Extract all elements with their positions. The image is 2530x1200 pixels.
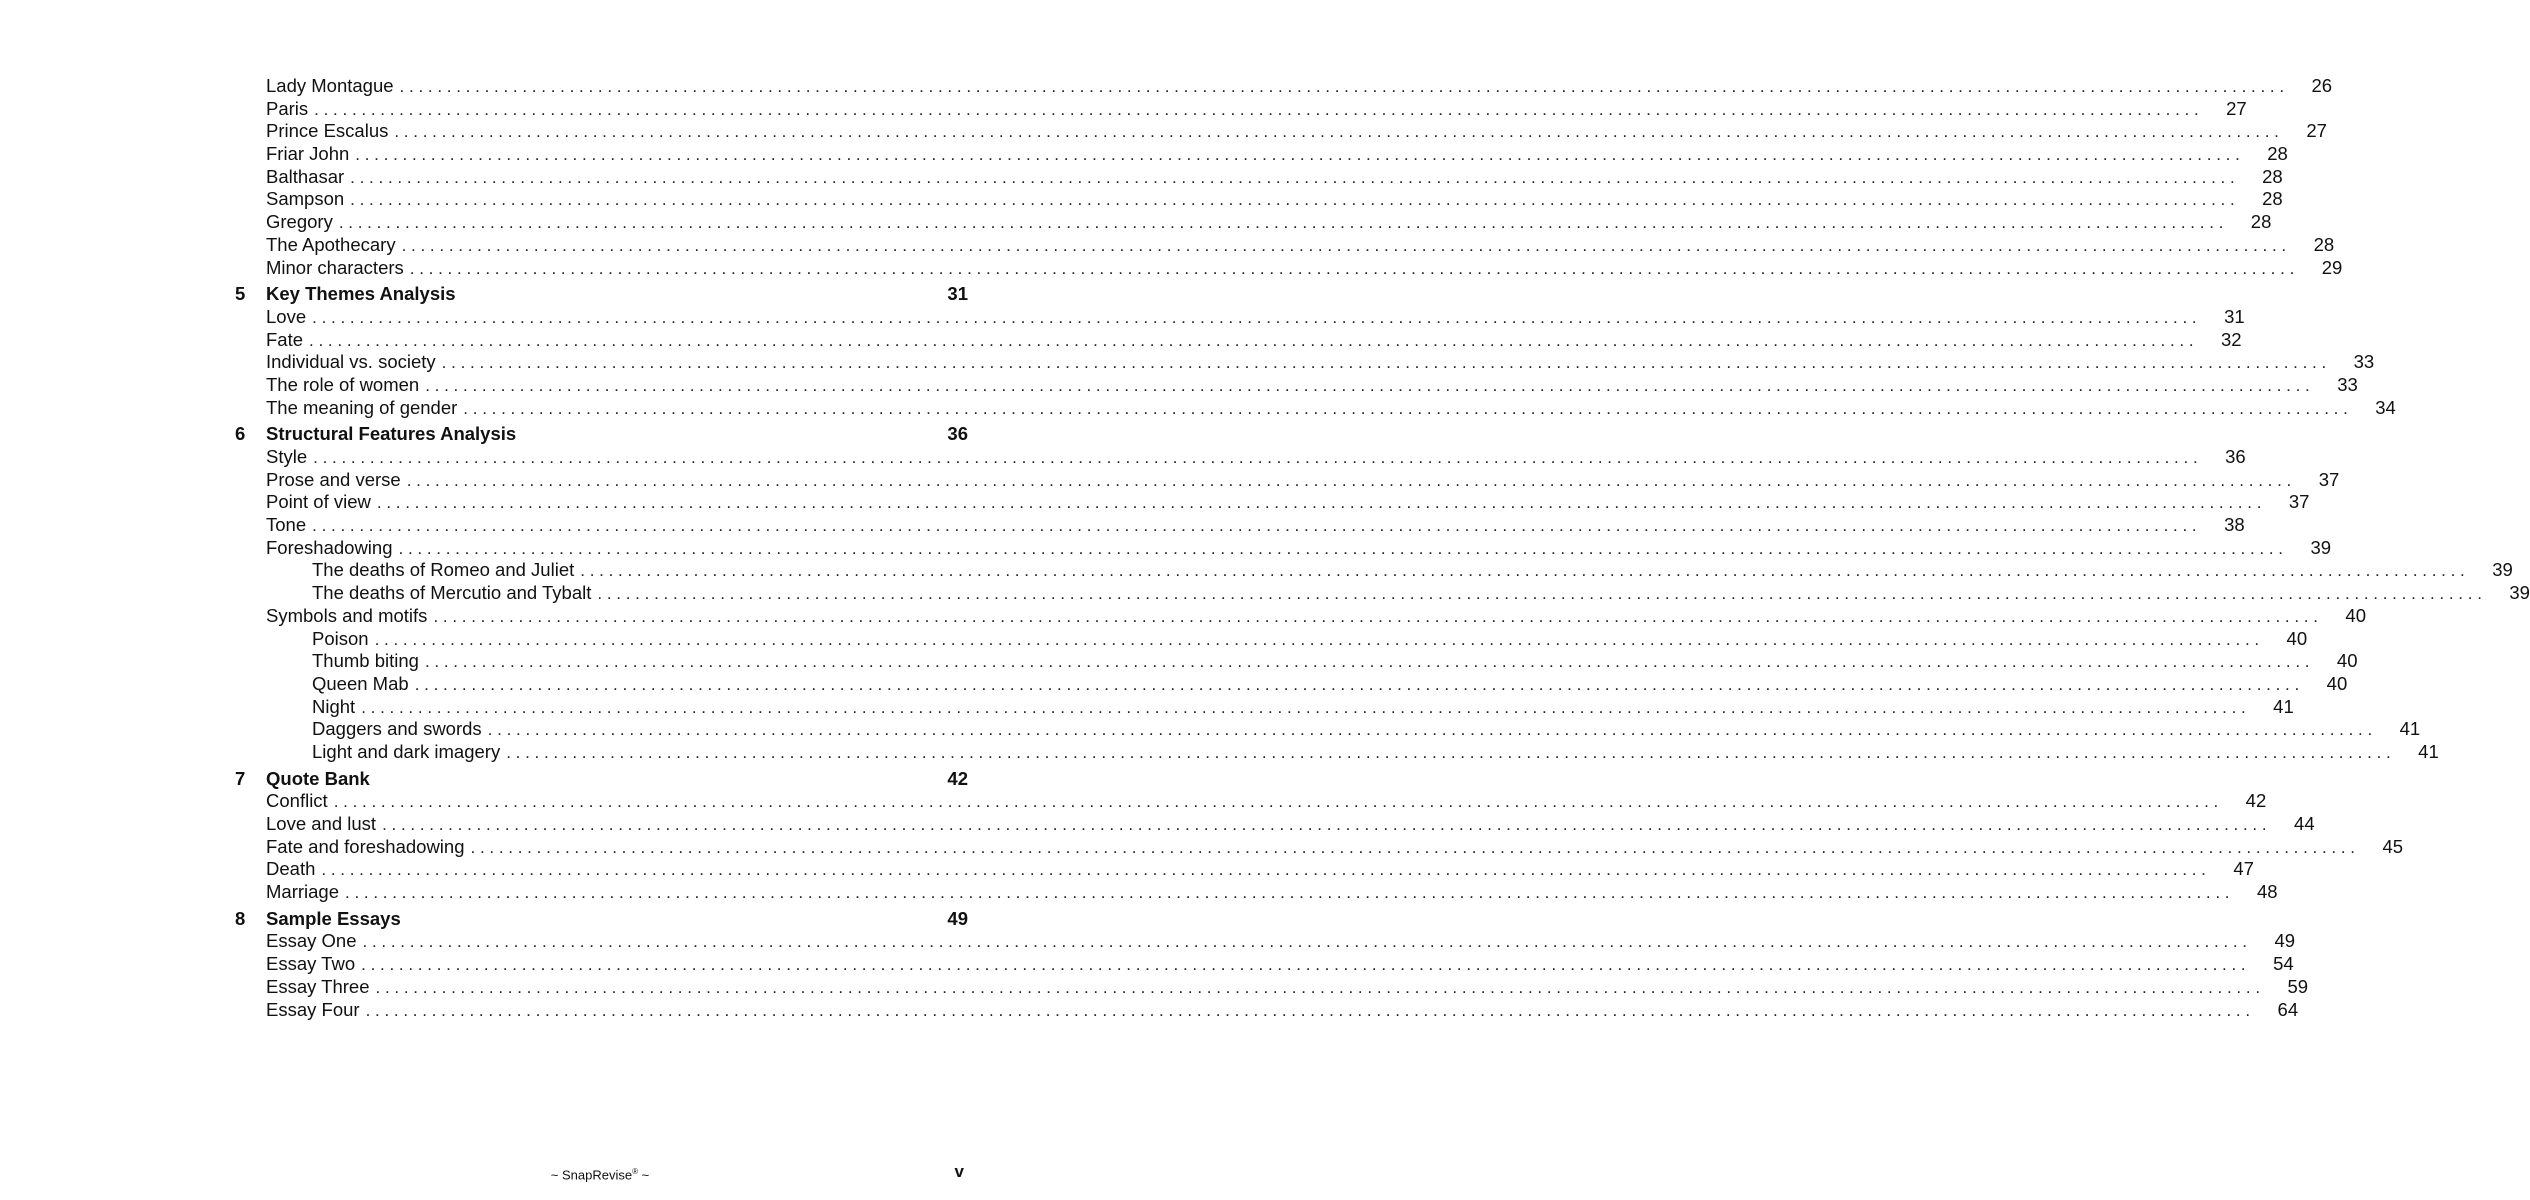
footer-brand [0, 1160, 1200, 1187]
dot-leader: . . . . . . . . . . . . . . . . . . . . . . . . . . . . . . . . . . . . . . . . . . . . . . . . . . . . . . . . . . . . . . . . . . . . . . . . . . . . . . . . . . . . . . . . . . . . . . . . . . . . . . . . . . . . . . . . . . . . . . . . . . . . . . . . . . . . . . . . . . . . . . . . . . . . . . . . . . . . . . . . . . . . . . . . . . . . . . . . . . . . . . . . . . . . . . . . . . . . . . . . [506, 742, 2391, 762]
entry-title: Conflict [266, 790, 328, 812]
dot-leader: . . . . . . . . . . . . . . . . . . . . . . . . . . . . . . . . . . . . . . . . . . . . . . . . . . . . . . . . . . . . . . . . . . . . . . . . . . . . . . . . . . . . . . . . . . . . . . . . . . . . . . . . . . . . . . . . . . . . . . . . . . . . . . . . . . . . . . . . . . . . . . . . . . . . . . . . . . . . . . . . . . . . . . . . . . . . . . . . . . . . . . . . . . . . . . . . . . . . . . . . [362, 932, 2248, 952]
dot-leader: . . . . . . . . . . . . . . . . . . . . . . . . . . . . . . . . . . . . . . . . . . . . . . . . . . . . . . . . . . . . . . . . . . . . . . . . . . . . . . . . . . . . . . . . . . . . . . . . . . . . . . . . . . . . . . . . . . . . . . . . . . . . . . . . . . . . . . . . . . . . . . . . . . . . . . . . . . . . . . . . . . . . . . . . . . . . . . . . . . . . . . . . . . . . . . . . . . . . . . . . [314, 99, 2199, 119]
page-ref: 48 [2256, 881, 2278, 903]
toc-section-row [228, 881, 2278, 904]
toc-subsection-row [228, 740, 2439, 764]
entry-title: Love and lust [266, 813, 377, 834]
entry-title: The role of women [266, 373, 420, 395]
entry-title: Essay Four [266, 998, 360, 1020]
entry-title: Minor characters [266, 256, 404, 278]
dot-leader: . . . . . . . . . . . . . . . . . . . . . . . . . . . . . . . . . . . . . . . . . . . . . . . . . . . . . . . . . . . . . . . . . . . . . . . . . . . . . . . . . . . . . . . . . . . . . . . . . . . . . . . . . . . . . . . . . . . . . . . . . . . . . . . . . . . . . . . . . . . . . . . . . . . . . . . . . . . . . . . . . . . . . . . . . . . . . . . . . . . . . . . . . . . . . . . . . . . . . . . . [312, 307, 2197, 327]
page-ref: 41 [2273, 695, 2294, 717]
page-footer [0, 1160, 1200, 1184]
page-ref: 42 [2245, 790, 2267, 812]
page-ref: 39 [2310, 536, 2332, 558]
page-ref: 40 [2326, 672, 2348, 694]
dot-leader: . . . . . . . . . . . . . . . . . . . . . . . . . . . . . . . . . . . . . . . . . . . . . . . . . . . . . . . . . . . . . . . . . . . . . . . . . . . . . . . . . . . . . . . . . . . . . . . . . . . . . . . . . . . . . . . . . . . . . . . . . . . . . . . . . . . . . . . . . . . . . . . . . . . . . . . . . . . . . . . . . . . . . . . . . . . . . . . . . . . . . . . . . . . . . . . . . . . . . . . . [441, 353, 2327, 373]
dot-leader: . . . . . . . . . . . . . . . . . . . . . . . . . . . . . . . . . . . . . . . . . . . . . . . . . . . . . . . . . . . . . . . . . . . . . . . . . . . . . . . . . . . . . . . . . . . . . . . . . . . . . . . . . . . . . . . . . . . . . . . . . . . . . . . . . . . . . . . . . . . . . . . . . . . . . . . . . . . . . . . . . . . . . . . . . . . . . . . . . . . . . . . . . . . . . . . . . . . . . . . . [399, 77, 2285, 96]
dot-leader: . . . . . . . . . . . . . . . . . . . . . . . . . . . . . . . . . . . . . . . . . . . . . . . . . . . . . . . . . . . . . . . . . . . . . . . . . . . . . . . . . . . . . . . . . . . . . . . . . . . . . . . . . . . . . . . . . . . . . . . . . . . . . . . . . . . . . . . . . . . . . . . . . . . . . . . . . . . . . . . . . . . . . . . . . . . . . . . . . . . . . . . . . . . . . . . . . . . . . . . . [361, 697, 2246, 717]
toc-chapter-row [228, 768, 968, 791]
dot-leader: . . . . . . . . . . . . . . . . . . . . . . . . . . . . . . . . . . . . . . . . . . . . . . . . . . . . . . . . . . . . . . . . . . . . . . . . . . . . . . . . . . . . . . . . . . . . . . . . . . . . . . . . . . . . . . . . . . . . . . . . . . . . . . . . . . . . . . . . . . . . . . . . . . . . . . . . . . . . . . . . . . . . . . . . . . . . . . . . . . . . . . . . . . . . . . . . . . . . . . . . [424, 652, 2310, 672]
page-ref: 28 [2262, 165, 2283, 187]
page-ref: 44 [2294, 813, 2315, 834]
entry-title: Daggers and swords [312, 718, 482, 740]
page-ref: 49 [947, 907, 968, 929]
entry-title: Tone [266, 514, 307, 536]
page-ref: 29 [2321, 256, 2343, 278]
dot-leader: . . . . . . . . . . . . . . . . . . . . . . . . . . . . . . . . . . . . . . . . . . . . . . . . . . . . . . . . . . . . . . . . . . . . . . . . . . . . . . . . . . . . . . . . . . . . . . . . . . . . . . . . . . . . . . . . . . . . . . . . . . . . . . . . . . . . . . . . . . . . . . . . . . . . . . . . . . . . . . . . . . . . . . . . . . . . . . . . . . . . . . . . . . . . . . . . . . . . . . . . [414, 674, 2300, 694]
entry-title: Gregory [266, 211, 333, 233]
dot-leader: . . . . . . . . . . . . . . . . . . . . . . . . . . . . . . . . . . . . . . . . . . . . . . . . . . . . . . . . . . . . . . . . . . . . . . . . . . . . . . . . . . . . . . . . . . . . . . . . . . . . . . . . . . . . . . . . . . . . . . . . . . . . . . . . . . . . . . . . . . . . . . . . . . . . . . . . . . . . . . . . . . . . . . . . . . . . . . . . . . . . . . . . . . . . . . . . . . . . . . . . [312, 516, 2197, 536]
table-of-contents [228, 75, 2530, 1021]
entry-title: Essay Three [266, 975, 370, 997]
page-ref: 37 [2318, 468, 2340, 490]
page-ref: 39 [2492, 559, 2513, 581]
toc-section-row [228, 256, 2343, 280]
dot-leader: . . . . . . . . . . . . . . . . . . . . . . . . . . . . . . . . . . . . . . . . . . . . . . . . . . . . . . . . . . . . . . . . . . . . . . . . . . . . . . . . . . . . . . . . . . . . . . . . . . . . . . . . . . . . . . . . . . . . . . . . . . . . . . . . . . . . . . . . . . . . . . . . . . . . . . . . . . . . . . . . . . . . . . . . . . . . . . . . . . . . . . . . . . . . . . . . . . . . . . . . [355, 145, 2240, 165]
entry-title: Sampson [266, 188, 345, 210]
page-ref: 33 [2337, 373, 2358, 395]
entry-title: Love [266, 305, 307, 327]
toc-section-row [228, 211, 2272, 234]
entry-title: Fate [266, 328, 304, 350]
page-ref: 27 [2306, 120, 2327, 142]
chapter-number: 8 [235, 907, 246, 929]
page-ref: 42 [947, 767, 968, 789]
toc-section-row [228, 491, 2310, 514]
page-ref: 34 [2375, 396, 2396, 418]
page-ref: 38 [2224, 514, 2245, 536]
dot-leader: . . . . . . . . . . . . . . . . . . . . . . . . . . . . . . . . . . . . . . . . . . . . . . . . . . . . . . . . . . . . . . . . . . . . . . . . . . . . . . . . . . . . . . . . . . . . . . . . . . . . . . . . . . . . . . . . . . . . . . . . . . . . . . . . . . . . . . . . . . . . . . . . . . . . . . . . . . . . . . . . . . . . . . . . . . . . . . . . . . . . . . . . . . . . . . . . . . . . . . . . [374, 629, 2260, 649]
toc-subsection-row [228, 718, 2421, 741]
entry-title: Night [312, 695, 356, 717]
dot-leader: . . . . . . . . . . . . . . . . . . . . . . . . . . . . . . . . . . . . . . . . . . . . . . . . . . . . . . . . . . . . . . . . . . . . . . . . . . . . . . . . . . . . . . . . . . . . . . . . . . . . . . . . . . . . . . . . . . . . . . . . . . . . . . . . . . . . . . . . . . . . . . . . . . . . . . . . . . . . . . . . . . . . . . . . . . . . . . . . . . . . . . . . . . . . . . . . . . . . . . . . [361, 955, 2246, 975]
entry-title: Prince Escalus [266, 120, 389, 142]
chapter-title: Quote Bank [266, 767, 370, 789]
dot-leader: . . . . . . . . . . . . . . . . . . . . . . . . . . . . . . . . . . . . . . . . . . . . . . . . . . . . . . . . . . . . . . . . . . . . . . . . . . . . . . . . . . . . . . . . . . . . . . . . . . . . . . . . . . . . . . . . . . . . . . . . . . . . . . . . . . . . . . . . . . . . . . . . . . . . . . . . . . . . . . . . . . . . . . . . . . . . . . . . . . . . . . . . . . . . . . . . . . . . . . . . [401, 235, 2287, 255]
dot-leader: . . . . . . . . . . . . . . . . . . . . . . . . . . . . . . . . . . . . . . . . . . . . . . . . . . . . . . . . . . . . . . . . . . . . . . . . . . . . . . . . . . . . . . . . . . . . . . . . . . . . . . . . . . . . . . . . . . . . . . . . . . . . . . . . . . . . . . . . . . . . . . . . . . . . . . . . . . . . . . . . . . . . . . . . . . . . . . . . . . . . . . . . . . . . . . . . . . . . . . . . [394, 122, 2279, 142]
page-ref: 47 [2233, 858, 2254, 880]
page-ref: 41 [2418, 740, 2439, 762]
page-ref: 32 [2221, 328, 2242, 350]
dot-leader: . . . . . . . . . . . . . . . . . . . . . . . . . . . . . . . . . . . . . . . . . . . . . . . . . . . . . . . . . . . . . . . . . . . . . . . . . . . . . . . . . . . . . . . . . . . . . . . . . . . . . . . . . . . . . . . . . . . . . . . . . . . . . . . . . . . . . . . . . . . . . . . . . . . . . . . . . . . . . . . . . . . . . . . . . . . . . . . . . . . . . . . . . . . . . . . . . . . . . . . . [406, 470, 2292, 490]
page-ref: 40 [2286, 627, 2308, 649]
page-ref: 31 [947, 283, 968, 305]
entry-title: Marriage [266, 881, 339, 903]
footer-brand-prefix: ~ SnapRevise [550, 1167, 633, 1183]
page-ref: 45 [2382, 835, 2404, 857]
entry-title: Queen Mab [312, 672, 409, 694]
entry-title: The deaths of Mercutio and Tybalt [312, 582, 592, 604]
page-ref: 40 [2345, 604, 2366, 626]
entry-title: Balthasar [266, 165, 345, 187]
entry-title: The meaning of gender [266, 396, 458, 418]
page-ref: 28 [2250, 211, 2272, 233]
dot-leader: . . . . . . . . . . . . . . . . . . . . . . . . . . . . . . . . . . . . . . . . . . . . . . . . . . . . . . . . . . . . . . . . . . . . . . . . . . . . . . . . . . . . . . . . . . . . . . . . . . . . . . . . . . . . . . . . . . . . . . . . . . . . . . . . . . . . . . . . . . . . . . . . . . . . . . . . . . . . . . . . . . . . . . . . . . . . . . . . . . . . . . . . . . . . . . . . . . . . . . . . [350, 190, 2235, 210]
dot-leader: . . . . . . . . . . . . . . . . . . . . . . . . . . . . . . . . . . . . . . . . . . . . . . . . . . . . . . . . . . . . . . . . . . . . . . . . . . . . . . . . . . . . . . . . . . . . . . . . . . . . . . . . . . . . . . . . . . . . . . . . . . . . . . . . . . . . . . . . . . . . . . . . . . . . . . . . . . . . . . . . . . . . . . . . . . . . . . . . . . . . . . . . . . . . . . . . . . . . . . . . [321, 860, 2206, 880]
entry-title: Lady Montague [266, 75, 394, 96]
toc-section-row [228, 75, 2333, 98]
footer-brand-suffix: ~ [638, 1167, 650, 1183]
toc-chapter-row [228, 908, 968, 931]
dot-leader: . . . . . . . . . . . . . . . . . . . . . . . . . . . . . . . . . . . . . . . . . . . . . . . . . . . . . . . . . . . . . . . . . . . . . . . . . . . . . . . . . . . . . . . . . . . . . . . . . . . . . . . . . . . . . . . . . . . . . . . . . . . . . . . . . . . . . . . . . . . . . . . . . . . . . . . . . . . . . . . . . . . . . . . . . . . . . . . . . . . . . . . . . . . . . . . . . . . . . . . . [365, 1000, 2251, 1020]
page-number: v [954, 1162, 964, 1181]
page-ref: 39 [2509, 582, 2530, 604]
toc-section-row [228, 143, 2288, 166]
entry-title: Prose and verse [266, 468, 401, 490]
entry-title: Point of view [266, 491, 371, 513]
page-ref: 31 [2224, 305, 2245, 327]
dot-leader: . . . . . . . . . . . . . . . . . . . . . . . . . . . . . . . . . . . . . . . . . . . . . . . . . . . . . . . . . . . . . . . . . . . . . . . . . . . . . . . . . . . . . . . . . . . . . . . . . . . . . . . . . . . . . . . . . . . . . . . . . . . . . . . . . . . . . . . . . . . . . . . . . . . . . . . . . . . . . . . . . . . . . . . . . . . . . . . . . . . . . . . . . . . . . . . . . . . . . . . . [333, 792, 2219, 812]
entry-title: Thumb biting [312, 650, 419, 672]
entry-title: The Apothecary [266, 233, 396, 255]
toc-section-row [228, 468, 2340, 492]
toc-chapter-row [228, 283, 968, 306]
toc-section-row [228, 604, 2366, 628]
toc-subsection-row [228, 627, 2308, 651]
toc-section-row [228, 165, 2283, 189]
toc-section-row [228, 930, 2296, 953]
dot-leader: . . . . . . . . . . . . . . . . . . . . . . . . . . . . . . . . . . . . . . . . . . . . . . . . . . . . . . . . . . . . . . . . . . . . . . . . . . . . . . . . . . . . . . . . . . . . . . . . . . . . . . . . . . . . . . . . . . . . . . . . . . . . . . . . . . . . . . . . . . . . . . . . . . . . . . . . . . . . . . . . . . . . . . . . . . . . . . . . . . . . . . . . . . . . . . . . . . . . . . . . [580, 561, 2465, 581]
page-ref: 28 [2262, 188, 2283, 210]
entry-title: Style [266, 446, 308, 467]
toc-subsection-row [228, 582, 2530, 605]
entry-title: Light and dark imagery [312, 740, 501, 762]
toc-section-row [228, 446, 2246, 469]
page-ref: 40 [2336, 650, 2358, 672]
page-ref: 28 [2267, 143, 2288, 165]
page-ref: 27 [2226, 97, 2247, 119]
entry-title: Symbols and motifs [266, 604, 428, 626]
toc-section-row [228, 858, 2254, 881]
dot-leader: . . . . . . . . . . . . . . . . . . . . . . . . . . . . . . . . . . . . . . . . . . . . . . . . . . . . . . . . . . . . . . . . . . . . . . . . . . . . . . . . . . . . . . . . . . . . . . . . . . . . . . . . . . . . . . . . . . . . . . . . . . . . . . . . . . . . . . . . . . . . . . . . . . . . . . . . . . . . . . . . . . . . . . . . . . . . . . . . . . . . . . . . . . . . . . . . . . . . . . . . [376, 493, 2262, 513]
entry-title: Paris [266, 97, 309, 119]
dot-leader: . . . . . . . . . . . . . . . . . . . . . . . . . . . . . . . . . . . . . . . . . . . . . . . . . . . . . . . . . . . . . . . . . . . . . . . . . . . . . . . . . . . . . . . . . . . . . . . . . . . . . . . . . . . . . . . . . . . . . . . . . . . . . . . . . . . . . . . . . . . . . . . . . . . . . . . . . . . . . . . . . . . . . . . . . . . . . . . . . . . . . . . . . . . . . . . . . . . . . . . . [375, 977, 2261, 997]
toc-section-row [228, 305, 2245, 329]
toc-section-row [228, 396, 2396, 420]
chapter-number: 5 [235, 283, 246, 305]
page-ref: 49 [2274, 930, 2296, 952]
page-ref: 59 [2287, 975, 2309, 997]
dot-leader: . . . . . . . . . . . . . . . . . . . . . . . . . . . . . . . . . . . . . . . . . . . . . . . . . . . . . . . . . . . . . . . . . . . . . . . . . . . . . . . . . . . . . . . . . . . . . . . . . . . . . . . . . . . . . . . . . . . . . . . . . . . . . . . . . . . . . . . . . . . . . . . . . . . . . . . . . . . . . . . . . . . . . . . . . . . . . . . . . . . . . . . . . . . . . . . . . . . . . . . . [345, 883, 2230, 903]
dot-leader: . . . . . . . . . . . . . . . . . . . . . . . . . . . . . . . . . . . . . . . . . . . . . . . . . . . . . . . . . . . . . . . . . . . . . . . . . . . . . . . . . . . . . . . . . . . . . . . . . . . . . . . . . . . . . . . . . . . . . . . . . . . . . . . . . . . . . . . . . . . . . . . . . . . . . . . . . . . . . . . . . . . . . . . . . . . . . . . . . . . . . . . . . . . . . . . . . . . . . . . . [382, 815, 2267, 834]
toc-subsection-row [228, 650, 2358, 673]
page-ref: 36 [947, 423, 968, 445]
toc-chapter-row [228, 423, 968, 446]
dot-leader: . . . . . . . . . . . . . . . . . . . . . . . . . . . . . . . . . . . . . . . . . . . . . . . . . . . . . . . . . . . . . . . . . . . . . . . . . . . . . . . . . . . . . . . . . . . . . . . . . . . . . . . . . . . . . . . . . . . . . . . . . . . . . . . . . . . . . . . . . . . . . . . . . . . . . . . . . . . . . . . . . . . . . . . . . . . . . . . . . . . . . . . . . . . . . . . . . . . . . . . . [433, 606, 2318, 626]
toc-subsection-row [228, 559, 2513, 582]
chapter-title: Sample Essays [266, 907, 401, 929]
toc-section-row [228, 373, 2358, 397]
entry-title: Fate and foreshadowing [266, 835, 465, 857]
toc-section-row [228, 514, 2245, 537]
toc-section-row [228, 97, 2247, 121]
entry-title: Friar John [266, 143, 350, 165]
entry-title: The deaths of Romeo and Juliet [312, 559, 575, 581]
page-ref: 28 [2313, 233, 2335, 255]
toc-section-row [228, 233, 2335, 257]
registered-mark: ® [632, 1167, 638, 1176]
toc-section-row [228, 975, 2309, 999]
entry-title: Foreshadowing [266, 536, 393, 558]
dot-leader: . . . . . . . . . . . . . . . . . . . . . . . . . . . . . . . . . . . . . . . . . . . . . . . . . . . . . . . . . . . . . . . . . . . . . . . . . . . . . . . . . . . . . . . . . . . . . . . . . . . . . . . . . . . . . . . . . . . . . . . . . . . . . . . . . . . . . . . . . . . . . . . . . . . . . . . . . . . . . . . . . . . . . . . . . . . . . . . . . . . . . . . . . . . . . . . . . . . . . . . . [425, 375, 2310, 395]
dot-leader: . . . . . . . . . . . . . . . . . . . . . . . . . . . . . . . . . . . . . . . . . . . . . . . . . . . . . . . . . . . . . . . . . . . . . . . . . . . . . . . . . . . . . . . . . . . . . . . . . . . . . . . . . . . . . . . . . . . . . . . . . . . . . . . . . . . . . . . . . . . . . . . . . . . . . . . . . . . . . . . . . . . . . . . . . . . . . . . . . . . . . . . . . . . . . . . . . . . . . . . . [338, 213, 2224, 233]
dot-leader: . . . . . . . . . . . . . . . . . . . . . . . . . . . . . . . . . . . . . . . . . . . . . . . . . . . . . . . . . . . . . . . . . . . . . . . . . . . . . . . . . . . . . . . . . . . . . . . . . . . . . . . . . . . . . . . . . . . . . . . . . . . . . . . . . . . . . . . . . . . . . . . . . . . . . . . . . . . . . . . . . . . . . . . . . . . . . . . . . . . . . . . . . . . . . . . . . . . . . . . . [350, 167, 2235, 187]
page-ref: 33 [2353, 351, 2375, 373]
page-ref: 64 [2277, 998, 2299, 1020]
toc-section-row [228, 953, 2294, 976]
chapter-title: Structural Features Analysis [266, 423, 517, 445]
dot-leader: . . . . . . . . . . . . . . . . . . . . . . . . . . . . . . . . . . . . . . . . . . . . . . . . . . . . . . . . . . . . . . . . . . . . . . . . . . . . . . . . . . . . . . . . . . . . . . . . . . . . . . . . . . . . . . . . . . . . . . . . . . . . . . . . . . . . . . . . . . . . . . . . . . . . . . . . . . . . . . . . . . . . . . . . . . . . . . . . . . . . . . . . . . . . . . . . . . . . . . . . [409, 258, 2295, 278]
entry-title: Essay One [266, 930, 357, 952]
toc-subsection-row [228, 672, 2348, 696]
toc-section-row [228, 790, 2267, 813]
dot-leader: . . . . . . . . . . . . . . . . . . . . . . . . . . . . . . . . . . . . . . . . . . . . . . . . . . . . . . . . . . . . . . . . . . . . . . . . . . . . . . . . . . . . . . . . . . . . . . . . . . . . . . . . . . . . . . . . . . . . . . . . . . . . . . . . . . . . . . . . . . . . . . . . . . . . . . . . . . . . . . . . . . . . . . . . . . . . . . . . . . . . . . . . . . . . . . . . . . . . . . . . [398, 538, 2284, 558]
dot-leader: . . . . . . . . . . . . . . . . . . . . . . . . . . . . . . . . . . . . . . . . . . . . . . . . . . . . . . . . . . . . . . . . . . . . . . . . . . . . . . . . . . . . . . . . . . . . . . . . . . . . . . . . . . . . . . . . . . . . . . . . . . . . . . . . . . . . . . . . . . . . . . . . . . . . . . . . . . . . . . . . . . . . . . . . . . . . . . . . . . . . . . . . . . . . . . . . . . . . . . . . [313, 448, 2198, 467]
dot-leader: . . . . . . . . . . . . . . . . . . . . . . . . . . . . . . . . . . . . . . . . . . . . . . . . . . . . . . . . . . . . . . . . . . . . . . . . . . . . . . . . . . . . . . . . . . . . . . . . . . . . . . . . . . . . . . . . . . . . . . . . . . . . . . . . . . . . . . . . . . . . . . . . . . . . . . . . . . . . . . . . . . . . . . . . . . . . . . . . . . . . . . . . . . . . . . . . . . . . . . . . [597, 584, 2482, 604]
entry-title: Individual vs. society [266, 351, 436, 373]
toc-section-row [228, 998, 2299, 1022]
entry-title: Poison [312, 627, 369, 649]
dot-leader: . . . . . . . . . . . . . . . . . . . . . . . . . . . . . . . . . . . . . . . . . . . . . . . . . . . . . . . . . . . . . . . . . . . . . . . . . . . . . . . . . . . . . . . . . . . . . . . . . . . . . . . . . . . . . . . . . . . . . . . . . . . . . . . . . . . . . . . . . . . . . . . . . . . . . . . . . . . . . . . . . . . . . . . . . . . . . . . . . . . . . . . . . . . . . . . . . . . . . . . . [487, 720, 2373, 740]
toc-subsection-row [228, 695, 2294, 719]
chapter-number: 7 [235, 767, 246, 789]
entry-title: Death [266, 858, 316, 880]
chapter-title: Key Themes Analysis [266, 283, 456, 305]
dot-leader: . . . . . . . . . . . . . . . . . . . . . . . . . . . . . . . . . . . . . . . . . . . . . . . . . . . . . . . . . . . . . . . . . . . . . . . . . . . . . . . . . . . . . . . . . . . . . . . . . . . . . . . . . . . . . . . . . . . . . . . . . . . . . . . . . . . . . . . . . . . . . . . . . . . . . . . . . . . . . . . . . . . . . . . . . . . . . . . . . . . . . . . . . . . . . . . . . . . . . . . . [309, 330, 2194, 350]
dot-leader: . . . . . . . . . . . . . . . . . . . . . . . . . . . . . . . . . . . . . . . . . . . . . . . . . . . . . . . . . . . . . . . . . . . . . . . . . . . . . . . . . . . . . . . . . . . . . . . . . . . . . . . . . . . . . . . . . . . . . . . . . . . . . . . . . . . . . . . . . . . . . . . . . . . . . . . . . . . . . . . . . . . . . . . . . . . . . . . . . . . . . . . . . . . . . . . . . . . . . . . . [463, 398, 2348, 418]
toc-section-row [228, 813, 2315, 836]
toc-section-row [228, 120, 2327, 143]
page-ref: 54 [2273, 953, 2294, 975]
toc-section-row [228, 536, 2332, 560]
toc-section-row [228, 328, 2242, 352]
page-ref: 36 [2225, 446, 2246, 467]
page-ref: 26 [2311, 75, 2333, 96]
page-ref: 37 [2288, 491, 2310, 513]
chapter-number: 6 [235, 423, 246, 445]
dot-leader: . . . . . . . . . . . . . . . . . . . . . . . . . . . . . . . . . . . . . . . . . . . . . . . . . . . . . . . . . . . . . . . . . . . . . . . . . . . . . . . . . . . . . . . . . . . . . . . . . . . . . . . . . . . . . . . . . . . . . . . . . . . . . . . . . . . . . . . . . . . . . . . . . . . . . . . . . . . . . . . . . . . . . . . . . . . . . . . . . . . . . . . . . . . . . . . . . . . . . . . . [470, 837, 2356, 857]
entry-title: Essay Two [266, 953, 356, 975]
page-ref: 41 [2399, 718, 2421, 740]
toc-section-row [228, 835, 2404, 859]
toc-section-row [228, 351, 2375, 374]
toc-section-row [228, 188, 2283, 211]
